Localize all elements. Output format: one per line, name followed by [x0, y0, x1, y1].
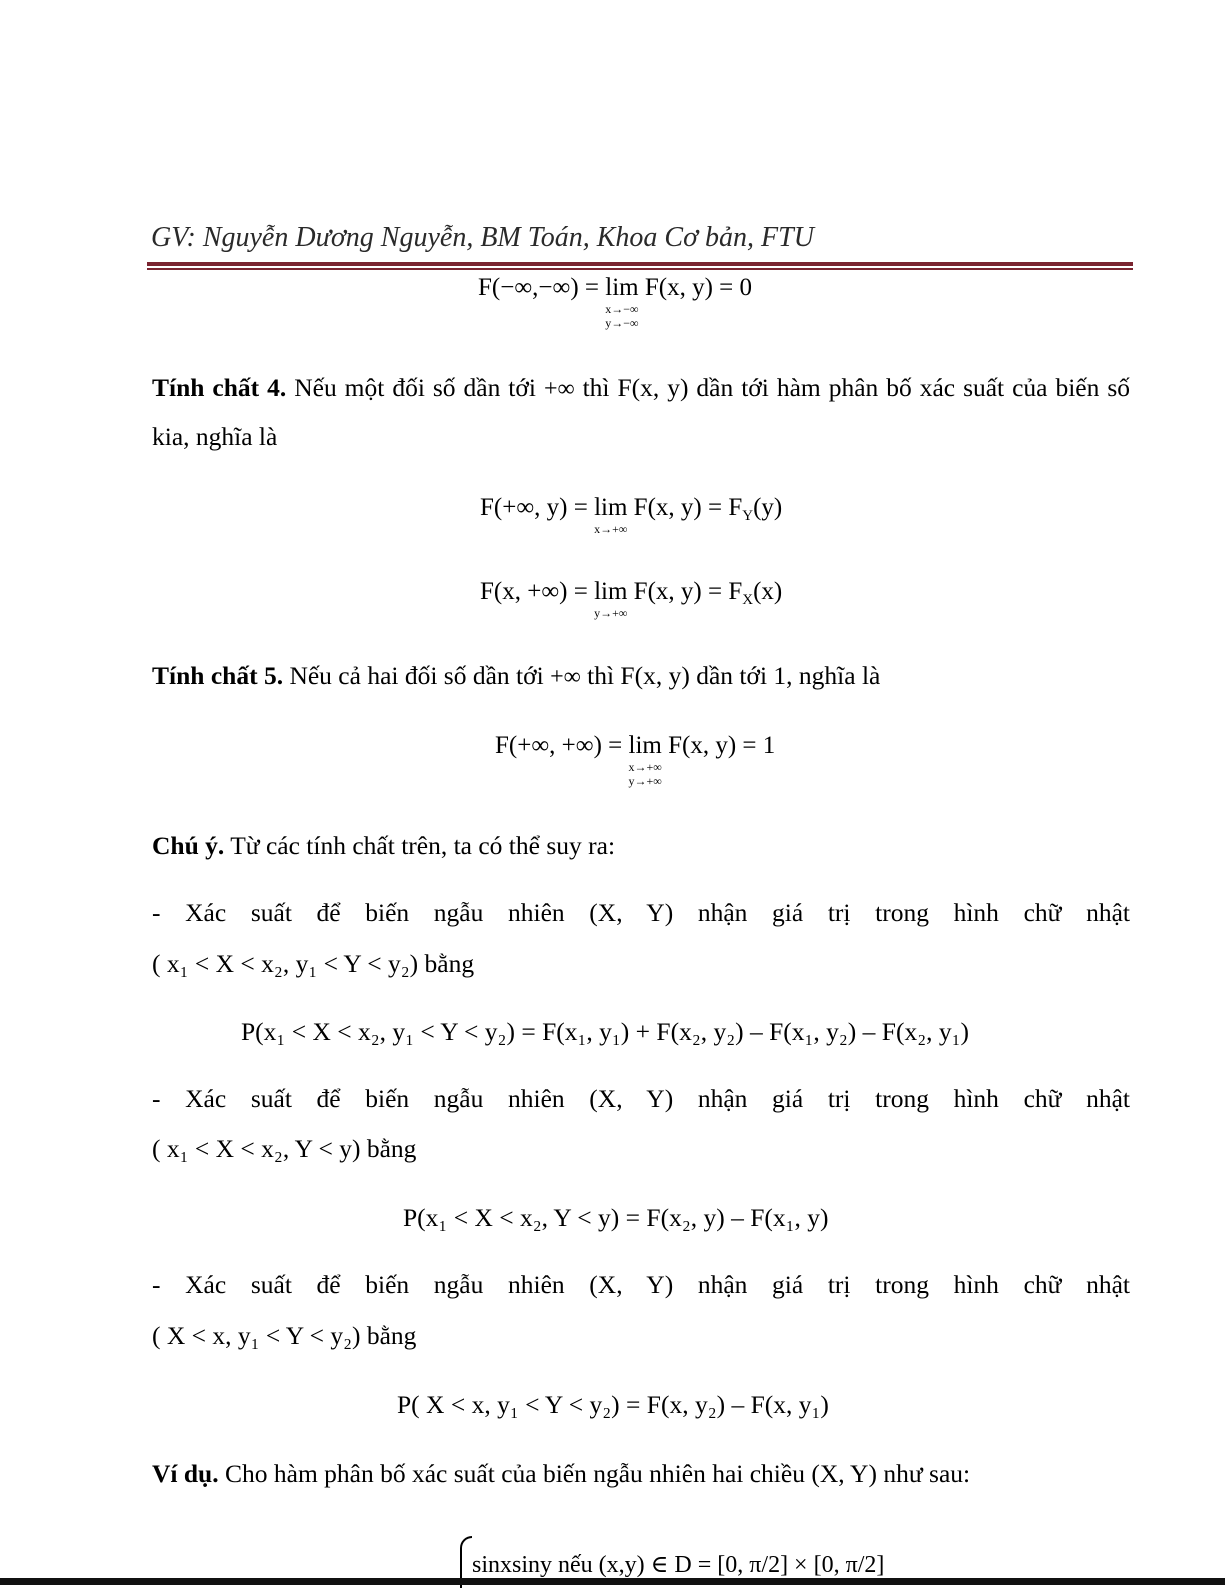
- lim-operator: [594, 494, 627, 536]
- lim-under: x→+∞: [594, 522, 628, 536]
- case-3-formula: P( X < x, y₁ < Y < y₂) = F(x, y₂) – F(x, y₁): [397, 1390, 829, 1419]
- lim-word: lim: [628, 732, 662, 759]
- case-2-line-2: ( x₁ < X < x₂, Y < y) bằng: [152, 1134, 417, 1163]
- lim-under: y→+∞: [594, 606, 628, 620]
- eq4b-tail: (x): [753, 578, 783, 605]
- property-5-paragraph: [152, 652, 1130, 701]
- lim-under-y: y→−∞: [605, 316, 639, 330]
- case-1-formula: P(x₁ < X < x₂, y₁ < Y < y₂) = F(x₁, y₁) + F(x₂, y₂) – F(x₁, y₂) – F(x₂, y₁): [241, 1017, 969, 1046]
- eq4a-tail: (y): [753, 494, 783, 521]
- property-5-text2: thì F(x, y) dần tới 1, nghĩa là: [587, 661, 881, 690]
- lim-under-y: y→+∞: [628, 774, 662, 788]
- infinity-symbol: +∞: [543, 376, 575, 402]
- eq0-rhs: F(x, y) = 0: [644, 274, 752, 301]
- note-text: Từ các tính chất trên, ta có thể suy ra:: [230, 831, 616, 860]
- eq4b-lhs: F(x, +∞) =: [480, 578, 588, 605]
- lim-word: lim: [605, 274, 639, 301]
- eq4a-rhs: F(x, y) = F: [633, 494, 743, 521]
- lim-operator: [629, 732, 662, 788]
- infinity-symbol: +∞: [550, 664, 581, 690]
- eq4b-rhs: F(x, y) = F: [633, 578, 743, 605]
- note-title: Chú ý.: [152, 831, 225, 860]
- equation-marginal-y: [480, 494, 782, 536]
- eq0-lhs: F(−∞,−∞) =: [478, 274, 599, 301]
- lim-word: lim: [594, 494, 628, 521]
- property-4-title: Tính chất 4.: [152, 373, 287, 402]
- example-title: Ví dụ.: [152, 1459, 219, 1488]
- property-4-paragraph: [152, 364, 1130, 461]
- piecewise-partial-formula: sinxsiny nếu (x,y) ∈ D = [0, π/2] × [0, π/2]: [472, 1552, 885, 1578]
- example-text: Cho hàm phân bố xác suất của biến ngẫu nhiên hai chiều (X, Y) như sau:: [225, 1459, 971, 1488]
- lim-under-x: x→+∞: [628, 760, 662, 774]
- header-rule-thick: [147, 262, 1133, 266]
- case-1-line-1: - Xác suất để biến ngẫu nhiên (X, Y) nhận giá trị trong hình chữ nhật: [152, 898, 1130, 927]
- equation-limit-plus-inf: [495, 732, 775, 788]
- subscript: X: [742, 592, 754, 608]
- lim-word: lim: [594, 578, 628, 605]
- note-paragraph: [152, 822, 1130, 870]
- property-4-text2: thì F(x, y) dần tới hàm phân bố xác suất của biến số kia, nghĩa là: [152, 373, 1131, 451]
- property-4-text1: Nếu một đối số dần tới: [294, 373, 536, 402]
- eq4a-lhs: F(+∞, y) =: [480, 494, 588, 521]
- case-3-line-1: - Xác suất để biến ngẫu nhiên (X, Y) nhận giá trị trong hình chữ nhật: [152, 1270, 1130, 1299]
- case-3-line-2: ( X < x, y₁ < Y < y₂) bằng: [152, 1321, 417, 1350]
- page-header: GV: Nguyễn Dương Nguyễn, BM Toán, Khoa Cơ bản, FTU: [151, 222, 814, 253]
- equation-marginal-x: [480, 578, 782, 620]
- equation-limit-minus-inf: [478, 274, 752, 330]
- case-2-line-1: - Xác suất để biến ngẫu nhiên (X, Y) nhận giá trị trong hình chữ nhật: [152, 1084, 1130, 1113]
- case-1-line-2: ( x₁ < X < x₂, y₁ < Y < y₂) bằng: [152, 949, 475, 978]
- property-5-text1: Nếu cả hai đối số dần tới: [289, 661, 544, 690]
- page-bottom-edge: [0, 1578, 1225, 1585]
- lim-under-x: x→−∞: [605, 302, 639, 316]
- example-paragraph: [152, 1450, 1130, 1498]
- eq5-lhs: F(+∞, +∞) =: [495, 732, 623, 759]
- case-2-formula: P(x₁ < X < x₂, Y < y) = F(x₂, y) – F(x₁, y): [403, 1203, 829, 1232]
- eq5-rhs: F(x, y) = 1: [668, 732, 776, 759]
- header-rule-thin: [147, 268, 1133, 270]
- lim-operator: [594, 578, 627, 620]
- subscript: Y: [742, 508, 754, 524]
- lim-operator: [605, 274, 638, 330]
- property-5-title: Tính chất 5.: [152, 661, 284, 690]
